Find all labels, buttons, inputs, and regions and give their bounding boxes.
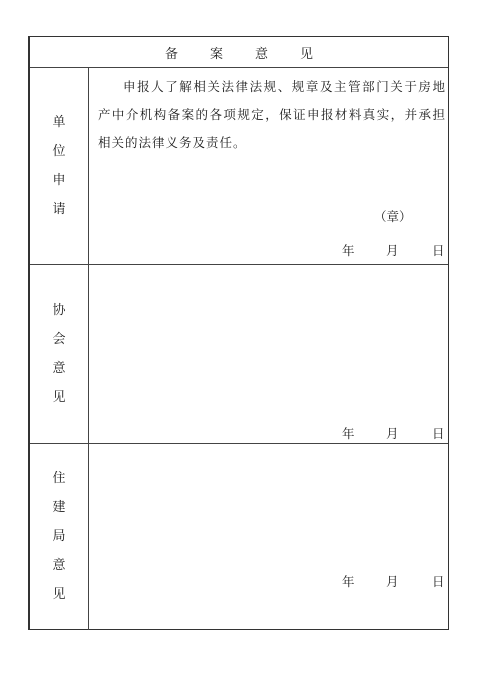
- date-year: 年: [342, 243, 355, 258]
- title-char: 见: [300, 46, 314, 62]
- row-divider: [30, 264, 448, 265]
- title-char: 备: [164, 46, 178, 62]
- row-divider: [30, 443, 448, 444]
- label-char: 请: [52, 201, 66, 217]
- title-char: 案: [209, 46, 223, 62]
- label-char: 单: [52, 114, 66, 130]
- filing-opinion-form: [28, 36, 449, 630]
- date-day: 日: [432, 243, 445, 258]
- label-char: 见: [52, 389, 66, 405]
- date-month: 月: [386, 574, 399, 589]
- label-char: 见: [52, 587, 66, 602]
- date-month: 月: [386, 243, 399, 258]
- date-year: 年: [342, 426, 355, 441]
- label-char: 局: [52, 529, 66, 544]
- header-divider: [30, 67, 448, 68]
- association-date-line: [342, 424, 448, 440]
- applicant-date-line: [342, 241, 448, 257]
- label-char: 协: [52, 302, 66, 318]
- label-char: 会: [52, 331, 66, 347]
- housing-bureau-date-line: [342, 572, 448, 588]
- title-char: 意: [255, 46, 269, 62]
- label-char: 住: [52, 471, 66, 486]
- label-char: 申: [52, 172, 66, 188]
- applicant-declaration: 申报人了解相关法律法规、规章及主管部门关于房地产中介机构备案的各项规定，保证申报材料真实，并承担相关的法律义务及责任。: [98, 79, 446, 150]
- date-day: 日: [432, 426, 445, 441]
- section-label-applicant: [30, 67, 88, 264]
- date-month: 月: [386, 426, 399, 441]
- seal-placeholder: （章）: [374, 209, 412, 224]
- label-char: 位: [52, 143, 66, 159]
- form-title: [30, 37, 448, 67]
- label-char: 建: [52, 500, 66, 515]
- date-day: 日: [432, 574, 445, 589]
- date-year: 年: [342, 574, 355, 589]
- label-char: 意: [52, 558, 66, 573]
- section-label-association: [30, 264, 88, 443]
- label-column-divider: [88, 67, 89, 630]
- section-label-housing-bureau: [30, 443, 88, 630]
- label-char: 意: [52, 360, 66, 376]
